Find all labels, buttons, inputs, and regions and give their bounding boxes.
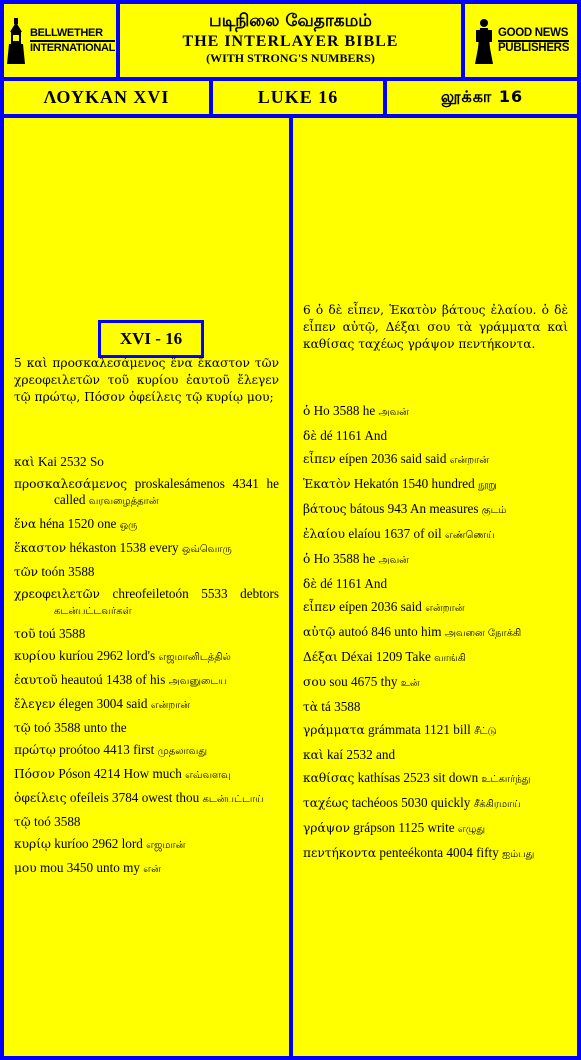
word-entry: [14, 790, 279, 808]
translit-strongs: eípen 2036 said said: [335, 451, 450, 466]
greek-word: πεντήκοντα: [303, 846, 377, 860]
greek-word: ἕκαστον: [14, 541, 67, 555]
translit-strongs: Póson 4214 How much: [55, 766, 186, 781]
translit-strongs: Hekatón 1540 hundred: [350, 476, 479, 491]
greek-word: γράψον: [303, 821, 350, 835]
left-column: [4, 118, 289, 1056]
translit-strongs: élegen 3004 said: [55, 696, 151, 711]
greek-word: εἶπεν: [303, 600, 336, 614]
word-entry: [303, 845, 568, 863]
good-news-logo: [465, 4, 577, 77]
tamil-gloss: முதலாவது: [157, 746, 208, 757]
translit-strongs: kathísas 2523 sit down: [354, 770, 482, 785]
tamil-gloss: எண்ணெய்: [445, 530, 495, 541]
greek-word: ἑαυτοῦ: [14, 673, 58, 687]
greek-word: καθίσας: [303, 771, 355, 785]
title-english: THE INTERLAYER BIBLE: [182, 33, 399, 50]
translit-strongs: tachéoos 5030 quickly: [348, 795, 474, 810]
title-subtitle: (WITH STRONG'S NUMBERS): [206, 51, 375, 65]
verse-6-text: 6 ὁ δὲ εἶπεν, Ἑκατὸν βάτους ἐλαίου. ὁ δὲ εἶπεν αὐτῷ, Δέξαι σου τὰ γράμματα καὶ καθίσας ταχέως γράψον πεντήκοντα.: [303, 303, 568, 351]
translit-strongs: tá 3588: [317, 699, 361, 714]
greek-word: κυρίου: [14, 649, 56, 663]
tamil-gloss: அவனை நோக்கி: [444, 628, 522, 639]
word-entry: [303, 428, 568, 444]
word-entry: [14, 766, 279, 784]
word-entry: [303, 403, 568, 421]
book-greek: [4, 81, 209, 114]
word-entry: [14, 540, 279, 558]
translit-strongs: eípen 2036 said: [335, 599, 426, 614]
word-entry: [303, 747, 568, 763]
greek-word: καὶ: [14, 455, 35, 469]
bellwether-logo: [4, 4, 116, 77]
tamil-gloss: என்றான்: [449, 455, 489, 466]
verse-5-text: 5 καὶ προσκαλεσάμενος ἕνα ἕκαστον τῶν χρεοφειλετῶν τοῦ κυρίου ἑαυτοῦ ἔλεγεν τῷ πρώτῳ, Πόσον ὀφείλεις τῷ κυρίῳ μου;: [14, 356, 279, 404]
word-entry: [14, 476, 279, 510]
tamil-gloss: கடன்பட்டாய்: [202, 794, 264, 805]
translit-strongs: chreofeiletoón 5533 debtors: [99, 586, 279, 601]
translit-strongs: kaí 2532 and: [323, 747, 396, 762]
greek-word: ταχέως: [303, 796, 349, 810]
word-entry: [303, 526, 568, 544]
tamil-gloss: உட்கார்ந்து: [481, 774, 531, 785]
greek-word: ἔλεγεν: [14, 697, 56, 711]
word-entry: [14, 860, 279, 878]
word-entry: [14, 814, 279, 830]
tamil-gloss: ஒவ்வொரு: [181, 544, 232, 555]
translit-strongs: mou 3450 unto my: [36, 860, 144, 875]
translit-strongs: hékaston 1538 every: [66, 540, 182, 555]
word-entry: [14, 672, 279, 690]
word-entry: [303, 770, 568, 788]
chapter-box-label: XVI - 16: [119, 329, 183, 348]
translit-strongs: héna 1520 one: [36, 516, 120, 531]
book-tamil-label: லூக்கா 16: [440, 87, 524, 106]
greek-word: τῷ: [14, 815, 31, 829]
translit-strongs: autoó 846 unto him: [335, 624, 445, 639]
translit-strongs: sou 4675 thy: [326, 674, 401, 689]
tamil-gloss: என்றான்: [150, 700, 191, 711]
translit-strongs: toú 3588: [35, 626, 86, 641]
greek-word: κυρίῳ: [14, 837, 51, 851]
translit-strongs: elaíou 1637 of oil: [345, 526, 446, 541]
tamil-gloss: எவ்வளவு: [185, 770, 231, 781]
translit-strongs: Kai 2532 So: [34, 454, 104, 469]
good-news-logo-text: [498, 27, 569, 55]
word-entry: [14, 742, 279, 760]
greek-word: τῷ: [14, 721, 31, 735]
right-word-list: [303, 403, 568, 870]
word-entry: [303, 820, 568, 838]
greek-word: ἐλαίου: [303, 527, 346, 541]
tamil-gloss: எஜமான்: [146, 840, 186, 851]
book-english: [213, 81, 383, 114]
greek-word: τὰ: [303, 700, 318, 714]
tamil-gloss: எழுது: [457, 824, 486, 835]
logo-line: BELLWETHER: [30, 27, 115, 42]
greek-word: τῶν: [14, 565, 39, 579]
word-entry: [303, 501, 568, 519]
greek-word: Δέξαι: [303, 650, 338, 664]
logo-line: INTERNATIONAL: [29, 41, 116, 54]
book-greek-label: ΛΟΥΚΑΝ XVI: [43, 87, 170, 107]
word-entry: [303, 624, 568, 642]
translit-strongs: proskalesámenos 4341 he called: [54, 476, 279, 507]
greek-word: δὲ: [303, 577, 317, 591]
book-english-label: LUKE 16: [257, 87, 339, 107]
logo-line: GOOD NEWS: [498, 27, 569, 42]
tamil-gloss: நூறு: [478, 480, 497, 491]
greek-word: δὲ: [303, 429, 317, 443]
greek-word: καὶ: [303, 748, 324, 762]
translit-strongs: bátous 943 An measures: [346, 501, 482, 516]
translit-strongs: penteékonta 4004 fifty: [376, 845, 503, 860]
tamil-gloss: சீக்கிரமாய்: [473, 799, 521, 810]
greek-word: βάτους: [303, 502, 347, 516]
tamil-gloss: உன்: [400, 678, 420, 689]
word-entry: [14, 454, 279, 470]
word-entry: [303, 795, 568, 813]
greek-word: προσκαλεσάμενος: [14, 477, 128, 491]
title-block: [120, 4, 461, 77]
translit-strongs: grápson 1125 write: [349, 820, 458, 835]
greek-word: Πόσον: [14, 767, 56, 781]
word-entry: [14, 648, 279, 666]
tamil-gloss: எஜமானிடத்தில்: [158, 652, 231, 663]
translit-strongs: proótoo 4413 first: [55, 742, 158, 757]
tamil-gloss: கடன்பட்டவர்கள்: [54, 606, 132, 617]
word-entry: [303, 699, 568, 715]
translit-strongs: kuríou 2962 lord's: [55, 648, 159, 663]
word-entry: [303, 722, 568, 740]
translit-strongs: dé 1161 And: [316, 576, 388, 591]
greek-word: αὐτῷ: [303, 625, 336, 639]
word-entry: [14, 564, 279, 580]
word-entry: [303, 674, 568, 692]
chapter-box: [98, 320, 204, 358]
greek-word: σου: [303, 675, 327, 689]
greek-word: εἶπεν: [303, 452, 336, 466]
word-entry: [14, 586, 279, 620]
greek-word: ἕνα: [14, 517, 37, 531]
word-entry: [303, 551, 568, 569]
tamil-gloss: வாங்கி: [434, 653, 466, 664]
greek-word: Ἑκατὸν: [303, 477, 351, 491]
word-entry: [14, 516, 279, 534]
translit-strongs: grámmata 1121 bill: [364, 722, 475, 737]
logo-line: PUBLISHERS: [497, 41, 570, 54]
translit-strongs: kuríoo 2962 lord: [50, 836, 147, 851]
tamil-gloss: வரவழைத்தான்: [88, 496, 159, 507]
greek-word: χρεοφειλετῶν: [14, 587, 100, 601]
title-tamil: படிநிலை வேதாகமம்: [209, 11, 372, 31]
greek-word: ὁ: [303, 552, 311, 566]
word-entry: [303, 599, 568, 617]
tamil-gloss: சீட்டு: [474, 726, 497, 737]
tamil-gloss: என்: [143, 864, 161, 875]
tamil-gloss: ஒரு: [119, 520, 138, 531]
word-entry: [303, 649, 568, 667]
greek-word: τοῦ: [14, 627, 36, 641]
translit-strongs: heautoú 1438 of his: [57, 672, 169, 687]
book-tamil: [387, 81, 577, 114]
translit-strongs: toó 3588: [30, 814, 81, 829]
bellwether-logo-text: [30, 27, 115, 55]
tamil-gloss: என்றான்: [425, 603, 465, 614]
word-entry: [14, 626, 279, 642]
figure-icon: [473, 18, 495, 64]
tamil-gloss: குடம்: [481, 505, 507, 516]
word-entry: [14, 696, 279, 714]
greek-word: ὁ: [303, 404, 311, 418]
right-column: [293, 118, 577, 1056]
translit-strongs: ofeíleis 3784 owest thou: [66, 790, 203, 805]
greek-word: πρώτῳ: [14, 743, 56, 757]
greek-word: γράμματα: [303, 723, 365, 737]
translit-strongs: toó 3588 unto the: [30, 720, 127, 735]
tamil-gloss: அவன்: [378, 407, 409, 418]
translit-strongs: Ho 3588 he: [310, 551, 379, 566]
tamil-gloss: அவனுடைய: [168, 676, 227, 687]
bell-tower-icon: [5, 18, 27, 64]
word-entry: [303, 576, 568, 592]
word-entry: [14, 720, 279, 736]
tamil-gloss: ஐம்பது: [502, 849, 535, 860]
tamil-gloss: அவன்: [378, 555, 409, 566]
translit-strongs: Ho 3588 he: [310, 403, 379, 418]
translit-strongs: toón 3588: [38, 564, 95, 579]
left-word-list: [14, 454, 279, 884]
word-entry: [14, 836, 279, 854]
translit-strongs: Déxai 1209 Take: [337, 649, 435, 664]
word-entry: [303, 476, 568, 494]
greek-word: μου: [14, 861, 37, 875]
translit-strongs: dé 1161 And: [316, 428, 388, 443]
greek-word: ὀφείλεις: [14, 791, 67, 805]
word-entry: [303, 451, 568, 469]
